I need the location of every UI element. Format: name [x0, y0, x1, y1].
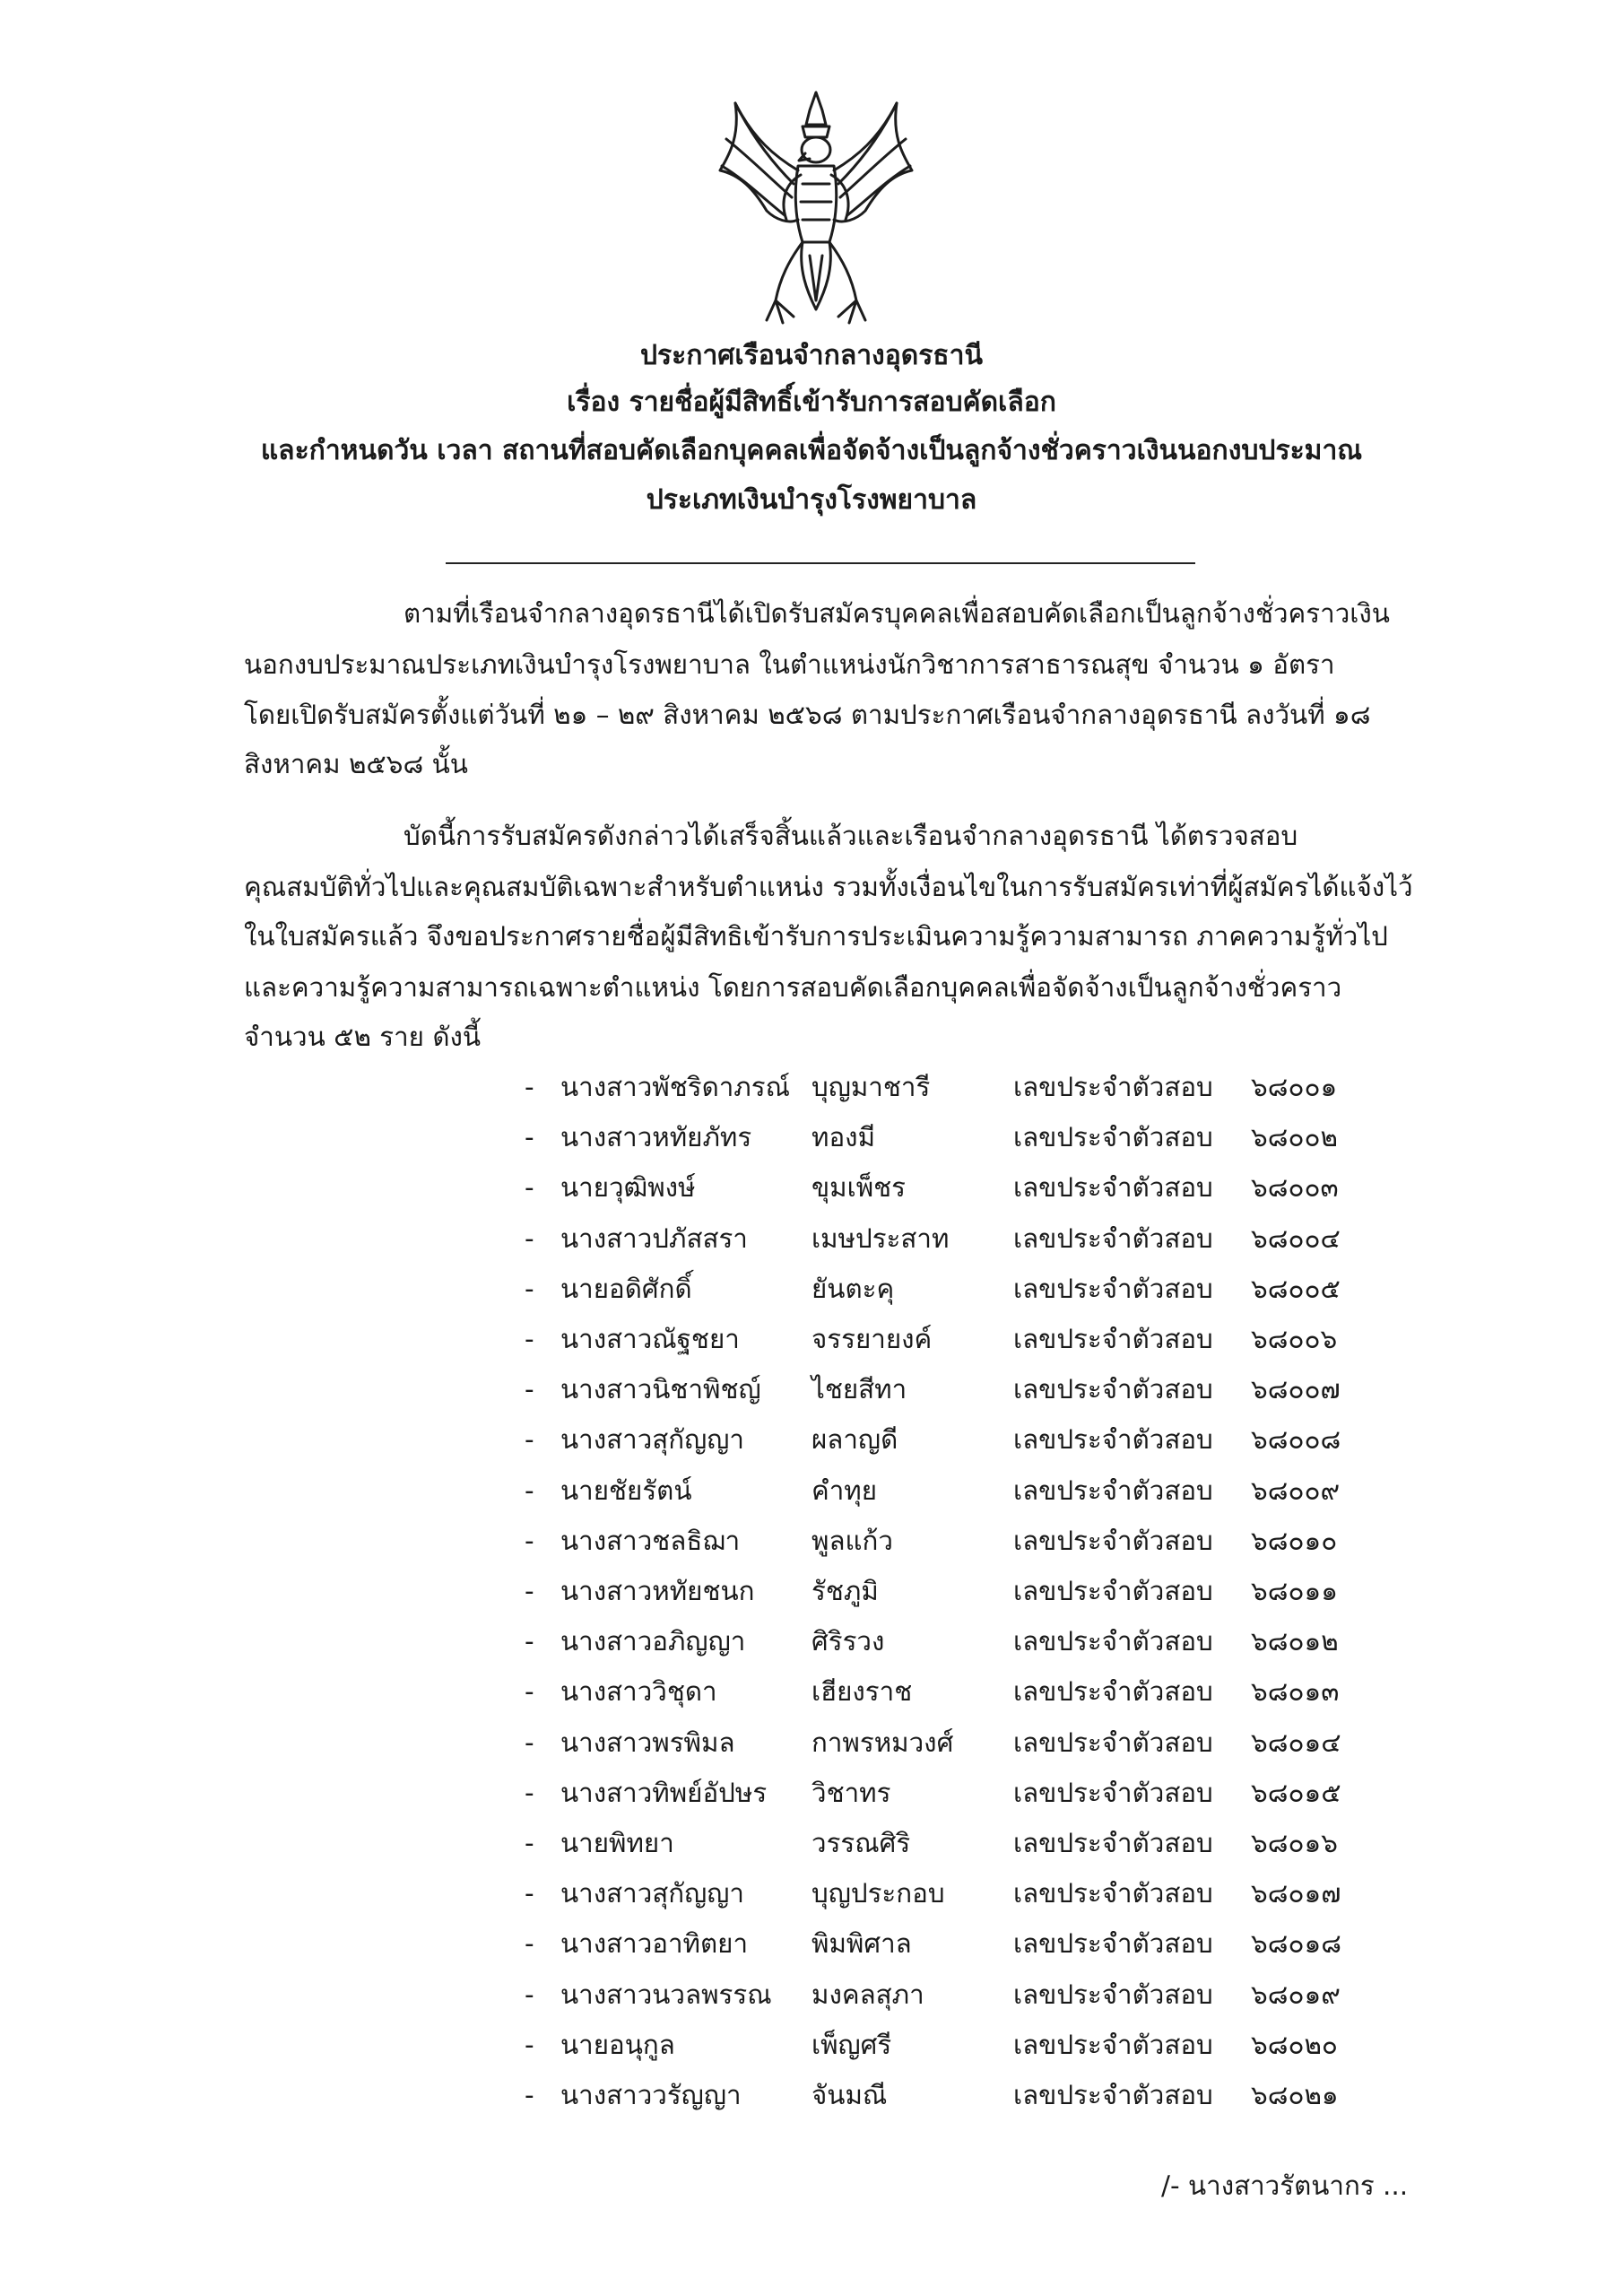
list-dash: -: [525, 1474, 534, 1506]
list-item: [0, 2029, 1623, 2077]
candidate-surname: ทองมี: [812, 1122, 876, 1153]
announcement-title: ประกาศเรือนจำกลางอุดรธานี: [640, 340, 983, 371]
candidate-name: นางสาวนิชาพิชญ์: [560, 1374, 761, 1405]
list-item: [0, 1273, 1623, 1321]
exam-id-number: ๖๘๐๐๕: [1251, 1273, 1341, 1304]
list-item: [0, 1326, 1623, 1371]
list-dash: -: [525, 1122, 534, 1153]
candidate-name: นายวุฒิพงษ์: [560, 1172, 696, 1204]
exam-id-label: เลขประจำตัวสอบ: [1013, 1324, 1213, 1354]
exam-id-label: เลขประจำตัวสอบ: [1013, 1072, 1213, 1102]
exam-id-number: ๖๘๐๑๙: [1251, 1979, 1341, 2010]
candidate-name: นางสาวอภิญญา: [560, 1626, 746, 1657]
exam-id-label: เลขประจำตัวสอบ: [1013, 1777, 1213, 1808]
list-dash: -: [525, 2029, 534, 2060]
exam-id-number: ๖๘๐๐๘: [1251, 1424, 1341, 1456]
list-dash: -: [525, 1222, 534, 1254]
exam-id-number: ๖๘๐๑๐: [1251, 1525, 1338, 1556]
list-dash: -: [525, 1878, 534, 1909]
exam-id-label: เลขประจำตัวสอบ: [1013, 1222, 1213, 1254]
candidate-surname: ศิริรวง: [812, 1626, 885, 1657]
candidate-name: นางสาววิชุดา: [560, 1676, 717, 1708]
candidate-surname: จรรยายงค์: [812, 1324, 933, 1354]
announcement-subject: เรื่อง รายชื่อผู้มีสิทธิ์เข้ารับการสอบคัดเลือก: [567, 387, 1056, 418]
list-dash: -: [525, 1424, 534, 1456]
candidate-name: นายชัยรัตน์: [560, 1474, 692, 1506]
list-dash: -: [525, 1576, 534, 1606]
candidate-surname: คำทุย: [812, 1474, 878, 1506]
candidate-name: นางสาวพรพิมล: [560, 1726, 735, 1758]
paragraph-line: ในใบสมัครแล้ว จึงขอประกาศรายชื่อผู้มีสิทธิเข้ารับการประเมินความรู้ความสามารถ ภาคความรู้ทั่วไป: [244, 921, 1388, 952]
candidate-surname: เมษประสาท: [812, 1222, 950, 1254]
list-item: [0, 1928, 1623, 1976]
exam-id-label: เลขประจำตัวสอบ: [1013, 1374, 1213, 1405]
candidate-name: นางสาวสุกัญญา: [560, 1424, 744, 1456]
list-item: [0, 1374, 1623, 1422]
list-dash: -: [525, 1374, 534, 1405]
candidate-surname: บุญประกอบ: [812, 1878, 945, 1909]
candidate-surname: กาพรหมวงศ์: [812, 1726, 954, 1758]
list-dash: -: [525, 1172, 534, 1204]
exam-id-label: เลขประจำตัวสอบ: [1013, 2029, 1213, 2060]
list-item: [0, 1172, 1623, 1220]
paragraph-line: จำนวน ๕๒ ราย ดังนี้: [244, 1022, 482, 1052]
exam-id-number: ๖๘๐๐๙: [1251, 1474, 1341, 1506]
candidate-surname: พูลแก้ว: [812, 1525, 893, 1556]
candidate-name: นางสาวอาทิตยา: [560, 1928, 749, 1960]
list-item: [0, 1424, 1623, 1472]
exam-id-number: ๖๘๐๑๓: [1251, 1676, 1340, 1708]
list-item: [0, 1979, 1623, 2027]
list-item: [0, 1828, 1623, 1875]
paragraph-line: นอกงบประมาณประเภทเงินบำรุงโรงพยาบาล ในตำแหน่งนักวิชาการสาธารณสุข จำนวน ๑ อัตรา: [244, 649, 1335, 680]
list-item: [0, 1525, 1623, 1573]
exam-id-number: ๖๘๐๐๗: [1251, 1374, 1341, 1405]
list-dash: -: [525, 1676, 534, 1708]
exam-id-number: ๖๘๐๒๑: [1251, 2080, 1339, 2110]
candidate-surname: วิชาทร: [812, 1777, 891, 1808]
candidate-surname: วรรณศิริ: [812, 1828, 911, 1858]
list-dash: -: [525, 1273, 534, 1304]
list-item: [0, 1626, 1623, 1674]
list-item: [0, 1074, 1623, 1119]
candidate-name: นายอดิศักดิ์: [560, 1273, 692, 1304]
candidate-name: นางสาวนวลพรรณ: [560, 1979, 772, 2010]
candidate-name: นางสาวทิพย์อัปษร: [560, 1777, 768, 1808]
candidate-name: นายพิทยา: [560, 1828, 674, 1858]
list-item: [0, 1474, 1623, 1523]
candidate-surname: ผลาญดี: [812, 1424, 898, 1456]
candidate-name: นางสาวหทัยภัทร: [560, 1122, 752, 1153]
exam-id-label: เลขประจำตัวสอบ: [1013, 1576, 1213, 1606]
list-dash: -: [525, 1928, 534, 1960]
candidate-name: นายอนุกูล: [560, 2029, 675, 2060]
exam-id-label: เลขประจำตัวสอบ: [1013, 1979, 1213, 2010]
candidate-name: นางสาวชลธิฌา: [560, 1525, 741, 1556]
paragraph-line: โดยเปิดรับสมัครตั้งแต่วันที่ ๒๑ – ๒๙ สิงหาคม ๒๕๖๘ ตามประกาศเรือนจำกลางอุดรธานี ลงวันที่ ๑๘: [244, 700, 1371, 730]
exam-id-label: เลขประจำตัวสอบ: [1013, 1626, 1213, 1657]
candidate-name: นางสาวปภัสสรา: [560, 1222, 748, 1254]
title-divider: [446, 562, 1195, 564]
exam-id-label: เลขประจำตัวสอบ: [1013, 1273, 1213, 1304]
list-item: [0, 1122, 1623, 1170]
list-dash: -: [525, 1979, 534, 2010]
exam-id-label: เลขประจำตัวสอบ: [1013, 1928, 1213, 1960]
exam-id-label: เลขประจำตัวสอบ: [1013, 1676, 1213, 1708]
candidate-surname: บุญมาชารี: [812, 1072, 931, 1102]
continuation-note: /- นางสาวรัตนากร ...: [1161, 2170, 1409, 2201]
garuda-emblem-icon: [713, 85, 919, 341]
list-dash: -: [525, 1072, 534, 1102]
candidate-name: นางสาวหทัยชนก: [560, 1576, 755, 1606]
list-item: [0, 2080, 1623, 2127]
exam-id-label: เลขประจำตัวสอบ: [1013, 1172, 1213, 1204]
exam-id-number: ๖๘๐๑๑: [1251, 1576, 1338, 1606]
exam-id-label: เลขประจำตัวสอบ: [1013, 1878, 1213, 1909]
exam-id-number: ๖๘๐๑๗: [1251, 1878, 1341, 1909]
candidate-surname: เพ็ญศรี: [812, 2029, 892, 2060]
candidate-name: นางสาวสุกัญญา: [560, 1878, 744, 1909]
candidate-surname: เฮียงราช: [812, 1676, 913, 1708]
list-item: [0, 1676, 1623, 1724]
exam-id-number: ๖๘๐๐๑: [1251, 1072, 1338, 1102]
list-dash: -: [525, 1777, 534, 1808]
exam-id-number: ๖๘๐๑๔: [1251, 1726, 1341, 1758]
paragraph-line: และความรู้ความสามารถเฉพาะตำแหน่ง โดยการสอบคัดเลือกบุคคลเพื่อจัดจ้างเป็นลูกจ้างชั่วคราว: [244, 972, 1342, 1003]
candidate-surname: ขุมเพ็ชร: [812, 1172, 907, 1204]
exam-id-number: ๖๘๐๐๖: [1251, 1324, 1338, 1354]
candidate-surname: ยันตะคุ: [812, 1273, 895, 1304]
exam-id-number: ๖๘๐๑๘: [1251, 1928, 1341, 1960]
candidate-surname: ไชยสีทา: [812, 1374, 907, 1405]
exam-id-number: ๖๘๐๑๕: [1251, 1777, 1341, 1808]
list-dash: -: [525, 1525, 534, 1556]
candidate-name: นางสาวพัชริดาภรณ์: [560, 1072, 790, 1102]
list-dash: -: [525, 1626, 534, 1657]
list-dash: -: [525, 2080, 534, 2110]
list-dash: -: [525, 1828, 534, 1858]
exam-id-number: ๖๘๐๒๐: [1251, 2029, 1338, 2060]
candidate-surname: รัชภูมิ: [812, 1576, 879, 1606]
exam-id-label: เลขประจำตัวสอบ: [1013, 1726, 1213, 1758]
exam-id-label: เลขประจำตัวสอบ: [1013, 1525, 1213, 1556]
paragraph-line: คุณสมบัติทั่วไปและคุณสมบัติเฉพาะสำหรับตำแหน่ง รวมทั้งเงื่อนไขในการรับสมัครเท่าที่ผู้สมัครได้แจ้งไว้: [244, 872, 1413, 902]
paragraph-line: บัดนี้การรับสมัครดังกล่าวได้เสร็จสิ้นแล้วและเรือนจำกลางอุดรธานี ได้ตรวจสอบ: [404, 821, 1298, 851]
exam-id-number: ๖๘๐๐๒: [1251, 1122, 1338, 1153]
list-item: [0, 1222, 1623, 1271]
exam-id-number: ๖๘๐๐๔: [1251, 1222, 1341, 1254]
announcement-subtitle: และกำหนดวัน เวลา สถานที่สอบคัดเลือกบุคคลเพื่อจัดจ้างเป็นลูกจ้างชั่วคราวเงินนอกงบประมาณ: [260, 435, 1363, 466]
exam-id-label: เลขประจำตัวสอบ: [1013, 1474, 1213, 1506]
candidate-surname: มงคลสุภา: [812, 1979, 924, 2010]
list-item: [0, 1777, 1623, 1825]
list-item: [0, 1878, 1623, 1926]
exam-id-label: เลขประจำตัวสอบ: [1013, 1122, 1213, 1153]
exam-id-number: ๖๘๐๐๓: [1251, 1172, 1339, 1204]
announcement-category: ประเภทเงินบำรุงโรงพยาบาล: [646, 484, 977, 516]
exam-id-label: เลขประจำตัวสอบ: [1013, 1424, 1213, 1456]
list-dash: -: [525, 1726, 534, 1758]
candidate-surname: จันมณี: [812, 2080, 888, 2110]
paragraph-line: ตามที่เรือนจำกลางอุดรธานีได้เปิดรับสมัครบุคคลเพื่อสอบคัดเลือกเป็นลูกจ้างชั่วคราวเงิน: [404, 598, 1390, 629]
exam-id-label: เลขประจำตัวสอบ: [1013, 1828, 1213, 1858]
exam-id-number: ๖๘๐๑๒: [1251, 1626, 1339, 1657]
exam-id-label: เลขประจำตัวสอบ: [1013, 2080, 1213, 2110]
paragraph-line: สิงหาคม ๒๕๖๘ นั้น: [244, 749, 468, 779]
candidate-name: นางสาววรัญญา: [560, 2080, 742, 2110]
list-item: [0, 1578, 1623, 1623]
candidate-surname: พิมพิศาล: [812, 1928, 912, 1960]
candidate-name: นางสาวณัฐชยา: [560, 1324, 740, 1354]
exam-id-number: ๖๘๐๑๖: [1251, 1828, 1338, 1858]
list-item: [0, 1726, 1623, 1775]
list-dash: -: [525, 1324, 534, 1354]
